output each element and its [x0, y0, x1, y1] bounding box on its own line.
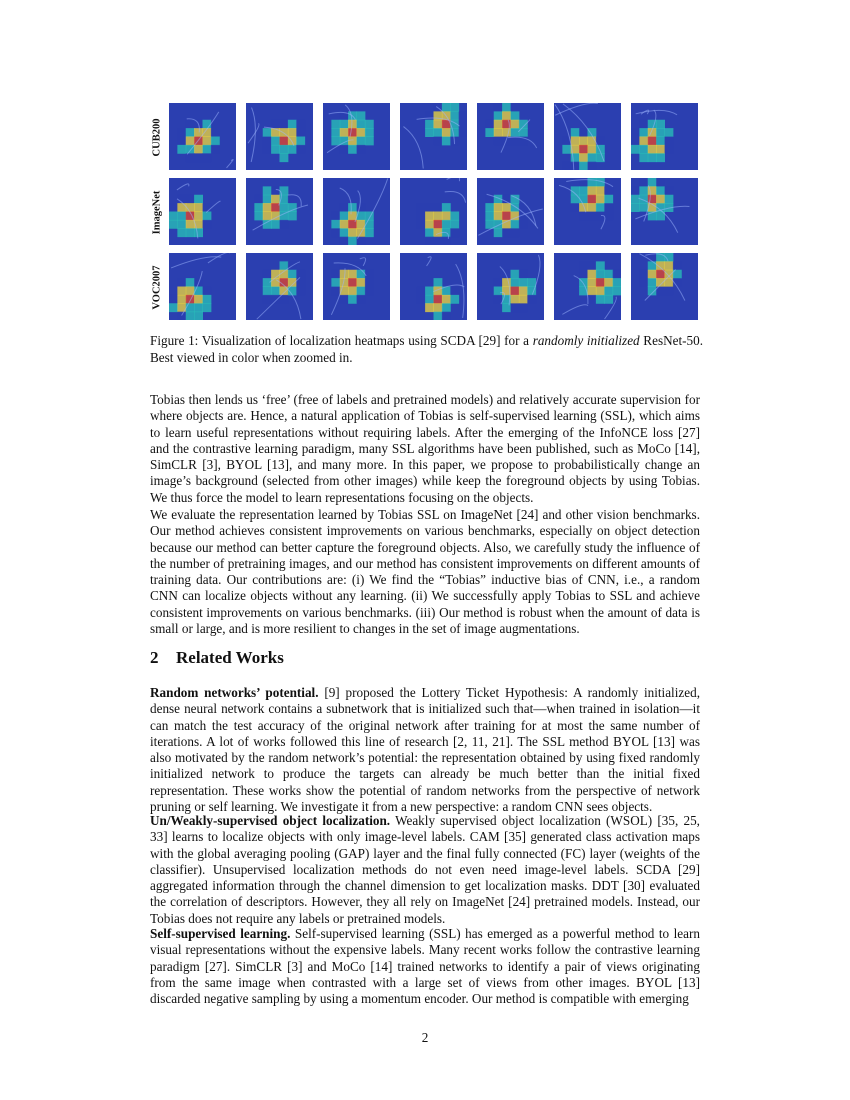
- related-random-networks: [150, 685, 700, 815]
- wsol-title: Un/Weakly-supervised object localization.: [150, 813, 391, 828]
- figure-caption: [150, 333, 703, 366]
- page-number: 2: [421, 1030, 429, 1045]
- related-wsol: [150, 813, 700, 927]
- random-networks-title: Random networks’ potential.: [150, 685, 319, 700]
- heatmap-thumbnail: [246, 103, 313, 170]
- ssl-body: Self-supervised learning (SSL) has emerged as a powerful method to learn visual representations without the expensive labels. Many recent works follow the contrastive learning paradigm [27]. SimCLR [3] and MoCo [14] trained networks to identify a pair of views originating from the same image when contrasted with a large set of views from other images. BYOL [13] discarded negative sampling by using a momentum encoder. Our method is compatible with emerging: [150, 926, 700, 1007]
- heatmap-thumbnail: [631, 253, 698, 320]
- heatmap-thumbnail: [477, 178, 544, 245]
- body-paragraph-1: Tobias then lends us ‘free’ (free of labels and pretrained models) and relatively accurate supervision for where objects are. Hence, a natural application of Tobias is self-supervised learning (SSL), which aims to learn useful representations without requiring labels. After the emerging of the InfoNCE loss [27] and the contrastive learning paradigm, many SSL algorithms have been published, such as MoCo [14], SimCLR [3], BYOL [13], and many more. In this paper, we propose to probabilistically change an image’s background (selected from other images) while keep the foreground objects by using Tobias. We thus force the model to learn representations focusing on the objects.: [150, 392, 700, 505]
- row-label-text: CUB200: [151, 118, 163, 156]
- caption-emphasis: randomly initialized: [532, 333, 640, 348]
- heatmap-thumbnail: [246, 178, 313, 245]
- row-label-text: VOC2007: [151, 264, 163, 310]
- heatmap-thumbnail: [323, 178, 390, 245]
- heatmap-thumbnail: [323, 103, 390, 170]
- heatmap-thumbnail: [554, 178, 621, 245]
- caption-suffix: ResNet-50. Best viewed in color when zoomed in.: [150, 333, 703, 365]
- heatmap-thumbnail: [169, 103, 236, 170]
- figure-1: [140, 98, 710, 326]
- heatmap-thumbnail: [400, 103, 467, 170]
- heatmap-thumbnail: [323, 253, 390, 320]
- heatmap-thumbnail: [169, 178, 236, 245]
- heatmap-thumbnail: [554, 253, 621, 320]
- section-title: Related Works: [176, 648, 284, 667]
- caption-prefix: Figure 1: Visualization of localization heatmaps using SCDA [29] for a: [150, 333, 533, 348]
- wsol-body: Weakly supervised object localization (WSOL) [35, 25, 33] learns to localize objects with only image-level labels. CAM [35] generated class activation maps with the global averaging pooling (GAP) layer and the final fully connected (FC) layer (weights of the classifier). Unsupervised localization methods do not even need image-level labels. SCDA [29] aggregated information through the channel dimension to get localization masks. DDT [30] evaluated the correlation of descriptors. However, they all rely on ImageNet [24] pretrained models. Instead, our Tobias does not require any labels or pretrained models.: [150, 813, 700, 926]
- ssl-title: Self-supervised learning.: [150, 926, 291, 941]
- heatmap-thumbnail: [169, 253, 236, 320]
- heatmap-thumbnail: [477, 103, 544, 170]
- heatmap-thumbnail: [554, 103, 621, 170]
- random-networks-body: [9] proposed the Lottery Ticket Hypothesis: A randomly initialized, dense neural network contains a subnetwork that is initialized such that—when trained in isolation—it can match the test accuracy of the original network after training for at most the same number of iterations. A lot of works followed this line of research [2, 11, 21]. The SSL method BYOL [13] was also motivated by the random network’s potential: the representation obtained by using fixed randomly initialized network to produce the targets can already be much better than the initial fixed representation. These works show the potential of random networks from the perspective of network pruning or self learning. We investigate it from a new perspective: a random CNN sees objects.: [150, 685, 700, 815]
- heatmap-thumbnail: [631, 178, 698, 245]
- body-paragraph-2: We evaluate the representation learned by Tobias SSL on ImageNet [24] and other vision benchmarks. Our method achieves consistent improvements on various benchmarks, especially on object detection because our method can better capture the foreground objects. Also, we carefully study the influence of the number of pretraining images, and our method has consistent improvements on different amounts of training data. Our contributions are: (i) We find the “Tobias” inductive bias of CNN, i.e., a random CNN can localize objects without any learning. (ii) We successfully apply Tobias to SSL and achieve consistent improvements on various benchmarks. (iii) Our method is robust when the amount of data is small or large, and is more resilient to changes in the set of image augmentations.: [150, 507, 700, 637]
- heatmap-thumbnail: [631, 103, 698, 170]
- section-heading: [150, 648, 284, 668]
- related-ssl: [150, 926, 700, 1007]
- heatmap-thumbnail: [477, 253, 544, 320]
- heatmap-thumbnail: [400, 253, 467, 320]
- row-label-text: ImageNet: [151, 190, 163, 234]
- heatmap-thumbnail: [400, 178, 467, 245]
- section-number: 2: [150, 648, 159, 667]
- heatmap-thumbnail: [246, 253, 313, 320]
